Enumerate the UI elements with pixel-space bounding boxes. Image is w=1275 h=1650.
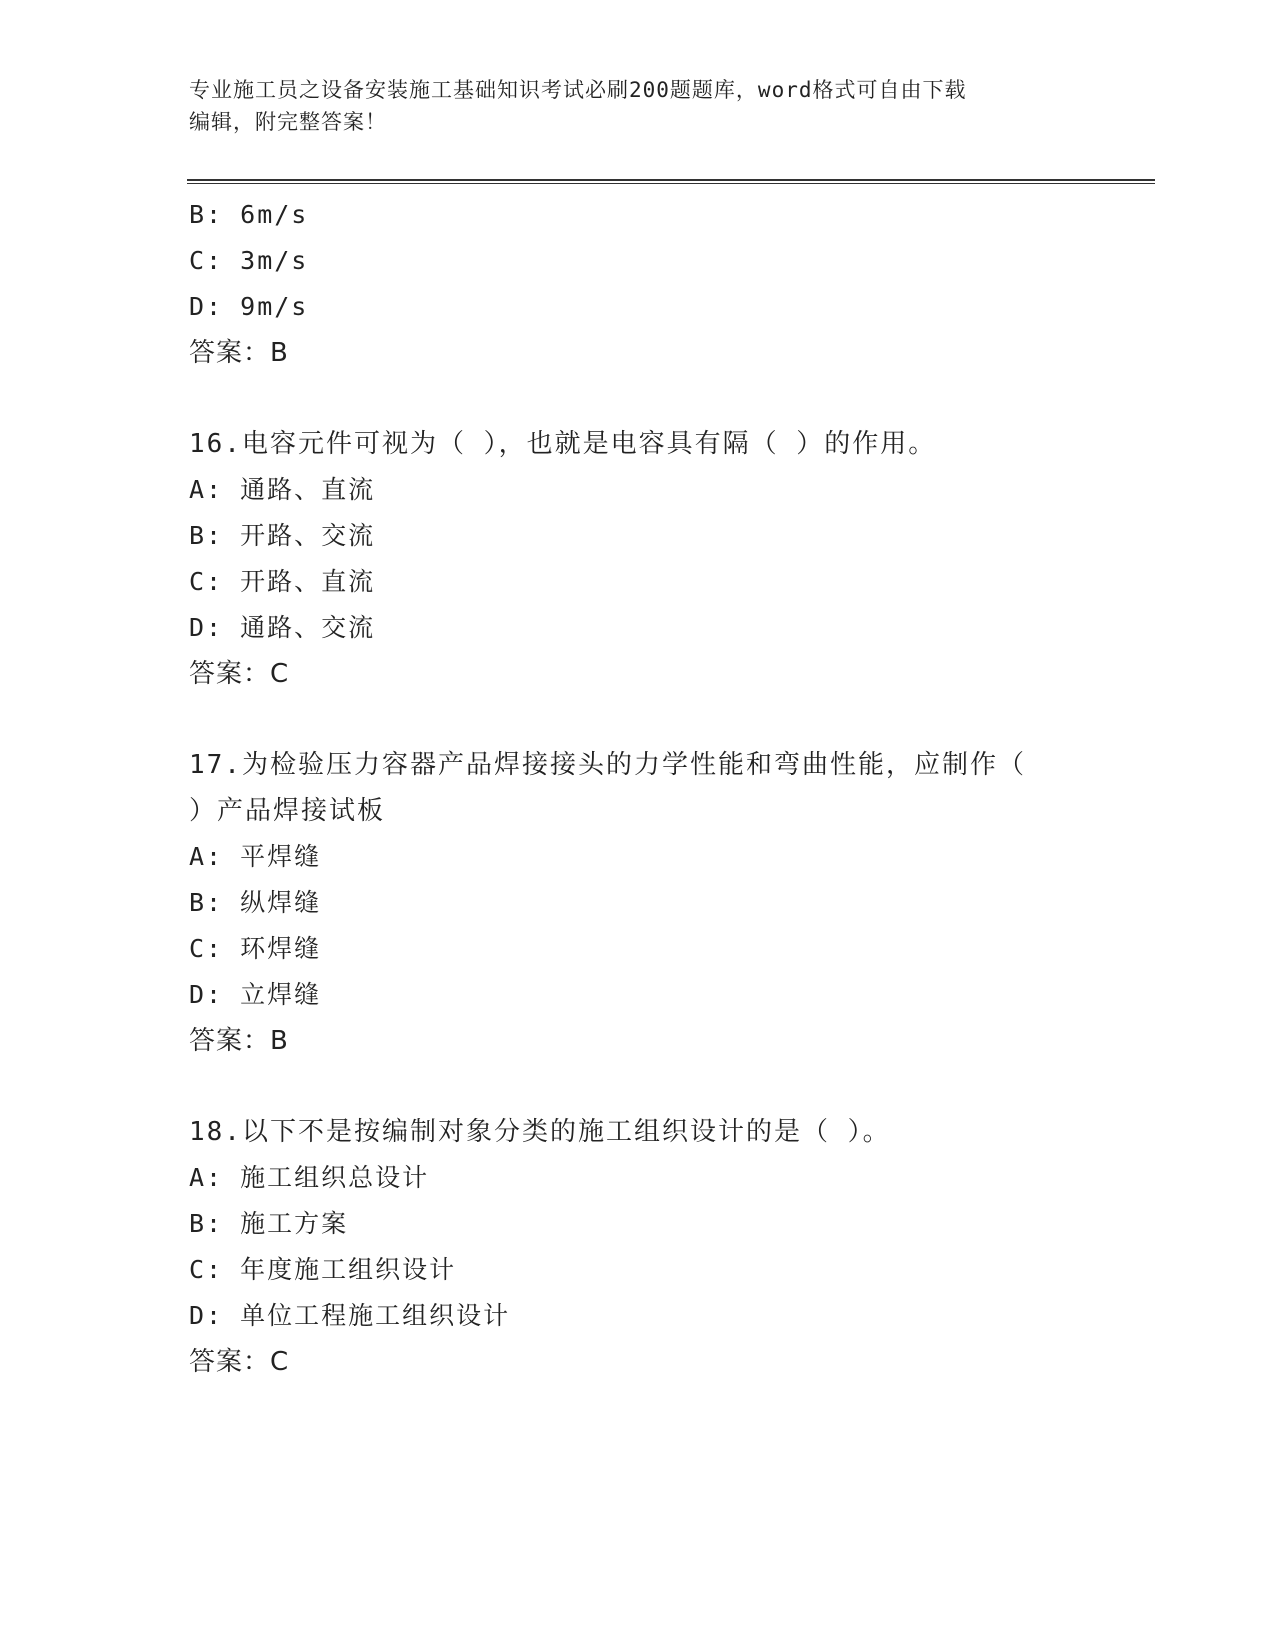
question-16	[189, 421, 1149, 697]
header-divider-thin	[187, 183, 1155, 184]
question-text: 17.为检验压力容器产品焊接接头的力学性能和弯曲性能，应制作（	[189, 750, 1026, 780]
header-title-line-1: 专业施工员之设备安装施工基础知识考试必刷200题题库，word格式可自由下载	[189, 78, 967, 102]
option-d: D: 单位工程施工组织设计	[189, 1301, 511, 1330]
question-text: 16.电容元件可视为（ ），也就是电容具有隔（ ）的作用。	[189, 429, 937, 459]
question-15-continued	[189, 192, 1149, 376]
question-list	[189, 192, 1149, 1385]
question-text: 18.以下不是按编制对象分类的施工组织设计的是（ ）。	[189, 1117, 891, 1147]
option-a: A: 通路、直流	[189, 475, 376, 504]
header-divider-thick	[187, 179, 1155, 181]
question-18	[189, 1109, 1149, 1385]
answer-line: 答案：B	[189, 338, 289, 368]
question-text-continued: ）产品焊接试板	[189, 796, 386, 826]
option-b: B: 6m/s	[189, 200, 309, 229]
answer-line: 答案：C	[189, 1347, 290, 1377]
option-b: B: 纵焊缝	[189, 888, 322, 917]
option-d: D: 立焊缝	[189, 980, 322, 1009]
document-header	[189, 74, 1089, 138]
option-c: C: 开路、直流	[189, 567, 376, 596]
option-b: B: 开路、交流	[189, 521, 376, 550]
answer-line: 答案：B	[189, 1026, 289, 1056]
option-c: C: 年度施工组织设计	[189, 1255, 457, 1284]
option-a: A: 施工组织总设计	[189, 1163, 430, 1192]
option-d: D: 9m/s	[189, 292, 309, 321]
option-a: A: 平焊缝	[189, 842, 322, 871]
option-b: B: 施工方案	[189, 1209, 349, 1238]
option-c: C: 环焊缝	[189, 934, 322, 963]
option-d: D: 通路、交流	[189, 613, 376, 642]
option-c: C: 3m/s	[189, 246, 309, 275]
question-17	[189, 742, 1149, 1064]
header-title-line-2: 编辑，附完整答案！	[189, 110, 387, 134]
answer-line: 答案：C	[189, 659, 290, 689]
